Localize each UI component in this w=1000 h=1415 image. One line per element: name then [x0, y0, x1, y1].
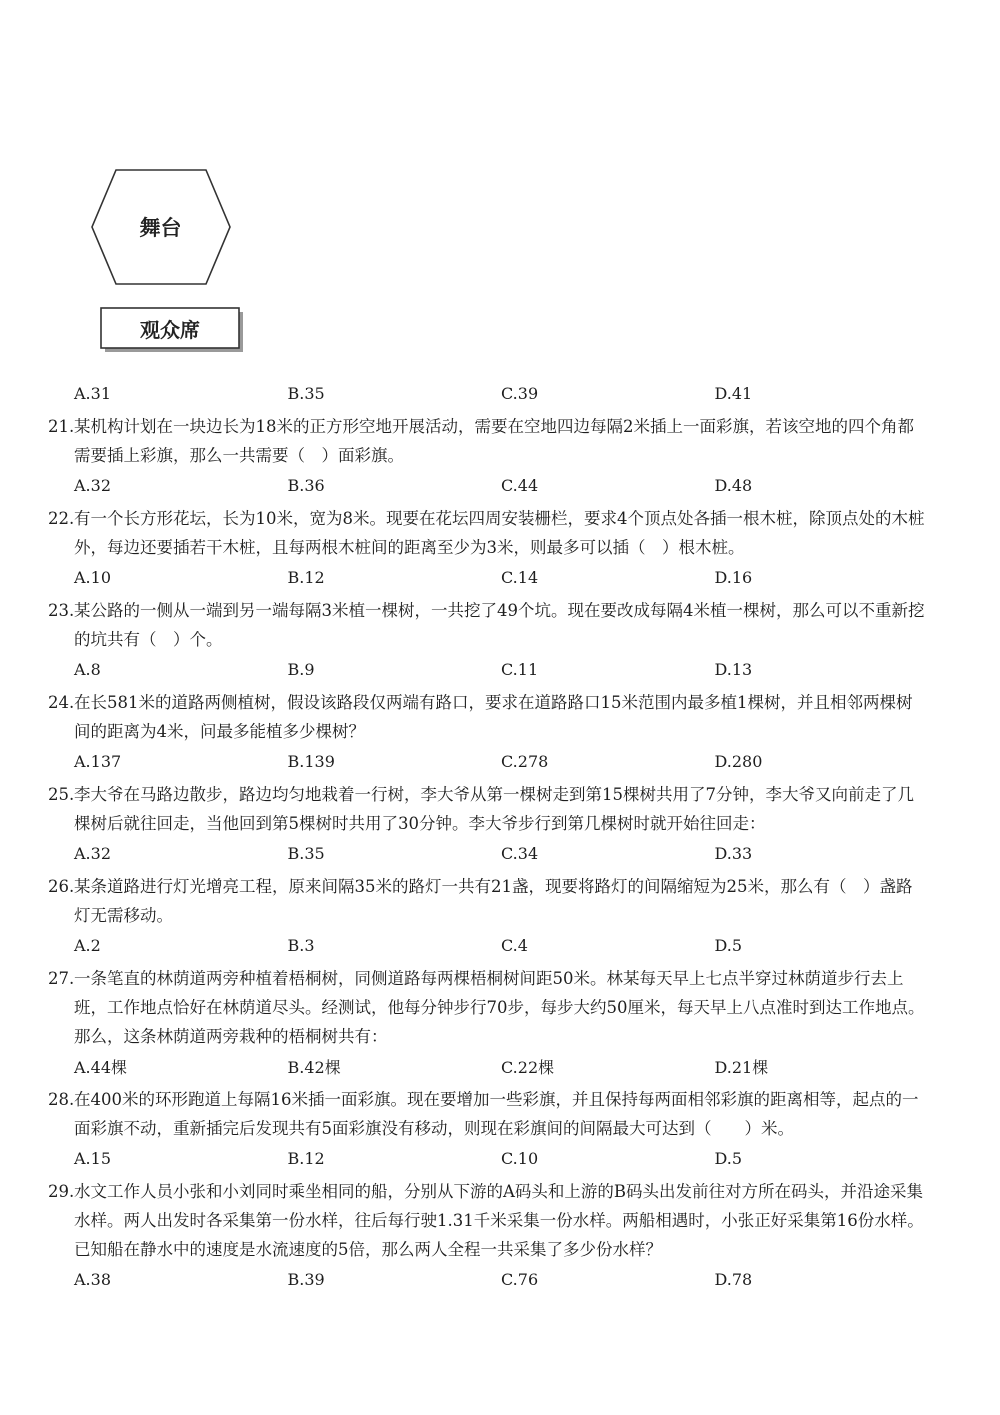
question-text: 在长581米的道路两侧植树，假设该路段仅两端有路口，要求在道路路口15米范围内最多植1棵树，并且相邻两棵树间的距离为4米，问最多能植多少棵树？ — [74, 693, 913, 741]
question-text: 在400米的环形跑道上每隔16米插一面彩旗。现在要增加一些彩旗，并且保持每两面相邻彩旗的距离相等，起点的一面彩旗不动，重新插完后发现共有5面彩旗没有移动，则现在彩旗间的间隔最大可达到（ ）米。 — [74, 1090, 919, 1138]
option-d: D.33 — [714, 843, 753, 863]
question-options — [48, 1051, 928, 1081]
question-number: 27. — [48, 969, 75, 988]
option-a: A.32 — [74, 843, 111, 863]
previous-question-options — [48, 378, 928, 408]
option-a: A.10 — [74, 567, 111, 587]
option-d: D.48 — [714, 475, 753, 495]
option-a: A.15 — [74, 1148, 111, 1168]
question-number: 26. — [48, 877, 75, 896]
option-a: A.2 — [74, 935, 101, 955]
question-number: 24. — [48, 693, 75, 712]
question-list — [48, 378, 928, 1296]
question-number: 28. — [48, 1090, 75, 1109]
question-21 — [48, 412, 928, 500]
option-b: B.36 — [287, 475, 325, 495]
question-text: 某条道路进行灯光增亮工程，原来间隔35米的路灯一共有21盏，现要将路灯的间隔缩短为25米，那么有（ ）盏路灯无需移动。 — [74, 877, 913, 925]
option-d: D.280 — [714, 751, 763, 771]
option-b: B.3 — [287, 935, 315, 955]
option-c: C.11 — [501, 659, 539, 679]
option-b: B.12 — [287, 1148, 325, 1168]
question-options — [48, 746, 928, 776]
question-number: 22. — [48, 509, 75, 528]
question-options — [48, 562, 928, 592]
option-c: C.278 — [501, 751, 549, 771]
option-a: A.38 — [74, 1269, 111, 1289]
option-b: B.42棵 — [287, 1057, 341, 1077]
question-24 — [48, 688, 928, 776]
question-text: 水文工作人员小张和小刘同时乘坐相同的船，分别从下游的A码头和上游的B码头出发前往对方所在码头，并沿途采集水样。两人出发时各采集第一份水样，往后每行驶1.31千米采集一份水样。两船相遇时，小张正好采集第16份水样。已知船在静水中的速度是水流速度的5倍，那么两人全程一共采集了多少份水样？ — [74, 1182, 924, 1259]
question-options — [48, 1264, 928, 1294]
question-text: 某公路的一侧从一端到另一端每隔3米植一棵树，一共挖了49个坑。现在要改成每隔4米植一棵树，那么可以不重新挖的坑共有（ ）个。 — [74, 601, 925, 649]
option-b: B.39 — [287, 1269, 325, 1289]
option-b: B.139 — [287, 751, 335, 771]
question-number: 25. — [48, 785, 75, 804]
question-28 — [48, 1085, 928, 1173]
option-d: D.78 — [714, 1269, 753, 1289]
question-number: 29. — [48, 1182, 75, 1201]
stage-label: 舞台 — [139, 216, 182, 240]
option-a: A.32 — [74, 475, 111, 495]
question-number: 23. — [48, 601, 75, 620]
option-b: B.35 — [287, 843, 325, 863]
option-c: C.34 — [501, 843, 539, 863]
option-b: B.9 — [287, 659, 315, 679]
question-text: 李大爷在马路边散步，路边均匀地栽着一行树，李大爷从第一棵树走到第15棵树共用了7分钟，李大爷又向前走了几棵树后就往回走，当他回到第5棵树时共用了30分钟。李大爷步行到第几棵树时就开始往回走： — [74, 785, 914, 833]
question-text: 一条笔直的林荫道两旁种植着梧桐树，同侧道路每两棵梧桐树间距50米。林某每天早上七点半穿过林荫道步行去上班，工作地点恰好在林荫道尽头。经测试，他每分钟步行70步，每步大约50厘米，每天早上八点准时到达工作地点。那么，这条林荫道两旁栽种的梧桐树共有： — [74, 969, 925, 1046]
question-22 — [48, 504, 928, 592]
audience-label: 观众席 — [140, 317, 200, 342]
question-options — [48, 1143, 928, 1173]
option-c: C.44 — [501, 475, 539, 495]
question-options — [48, 930, 928, 960]
question-number: 21. — [48, 417, 75, 436]
option-b: B.35 — [287, 383, 325, 403]
question-29 — [48, 1177, 928, 1294]
question-25 — [48, 780, 928, 868]
question-26 — [48, 872, 928, 960]
option-c: C.4 — [501, 935, 528, 955]
option-d: D.16 — [714, 567, 753, 587]
option-c: C.14 — [501, 567, 539, 587]
question-23 — [48, 596, 928, 684]
option-d: D.13 — [714, 659, 753, 679]
option-d: D.5 — [714, 1148, 743, 1168]
venue-figure — [88, 165, 248, 355]
option-b: B.12 — [287, 567, 325, 587]
option-d: D.41 — [714, 383, 753, 403]
question-text: 某机构计划在一块边长为18米的正方形空地开展活动，需要在空地四边每隔2米插上一面彩旗，若该空地的四个角都需要插上彩旗，那么一共需要（ ）面彩旗。 — [74, 417, 914, 465]
question-options — [48, 470, 928, 500]
option-c: C.22棵 — [501, 1057, 555, 1077]
option-a: A.44棵 — [74, 1057, 128, 1077]
option-d: D.21棵 — [714, 1057, 769, 1077]
question-text: 有一个长方形花坛，长为10米，宽为8米。现要在花坛四周安装栅栏，要求4个顶点处各插一根木桩，除顶点处的木桩外，每边还要插若干木桩，且每两根木桩间的距离至少为3米，则最多可以插（ ）根木桩。 — [74, 509, 925, 557]
question-options — [48, 654, 928, 684]
option-c: C.39 — [501, 383, 539, 403]
option-d: D.5 — [714, 935, 743, 955]
question-options — [48, 838, 928, 868]
option-a: A.137 — [74, 751, 122, 771]
option-a: A.8 — [74, 659, 101, 679]
question-27 — [48, 964, 928, 1081]
option-c: C.76 — [501, 1269, 539, 1289]
option-a: A.31 — [74, 383, 111, 403]
option-c: C.10 — [501, 1148, 539, 1168]
